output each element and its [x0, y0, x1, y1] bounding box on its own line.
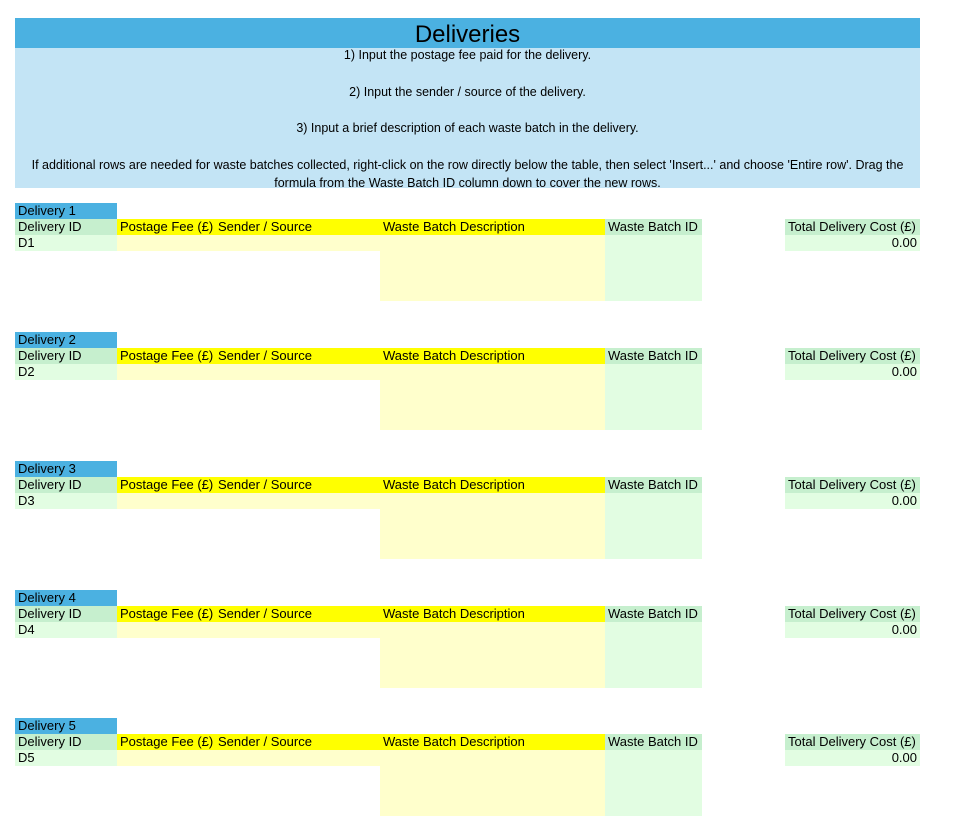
header-postage-fee: Postage Fee (£) — [117, 734, 215, 750]
header-sender: Sender / Source — [215, 734, 380, 750]
fee-sender-input[interactable] — [117, 750, 380, 766]
delivery-id-value: D3 — [15, 493, 117, 509]
delivery-table-4 — [15, 590, 920, 705]
header-sender: Sender / Source — [215, 219, 380, 235]
header-delivery-id: Delivery ID — [15, 219, 117, 235]
header-batch-id: Waste Batch ID — [605, 219, 702, 235]
delivery-title: Delivery 1 — [15, 203, 117, 219]
instruction-step-3: 3) Input a brief description of each waste batch in the delivery. — [296, 121, 639, 135]
header-delivery-id: Delivery ID — [15, 477, 117, 493]
header-description: Waste Batch Description — [380, 219, 605, 235]
page-title: Deliveries — [15, 18, 920, 48]
delivery-id-value: D1 — [15, 235, 117, 251]
header-sender: Sender / Source — [215, 606, 380, 622]
delivery-title: Delivery 4 — [15, 590, 117, 606]
fee-sender-input[interactable] — [117, 622, 380, 638]
total-cost-value: 0.00 — [785, 750, 920, 766]
description-input[interactable] — [380, 235, 605, 301]
header-batch-id: Waste Batch ID — [605, 477, 702, 493]
fee-sender-input[interactable] — [117, 235, 380, 251]
batch-id-cells — [605, 622, 702, 688]
delivery-table-3 — [15, 461, 920, 576]
header-delivery-id: Delivery ID — [15, 606, 117, 622]
batch-id-cells — [605, 235, 702, 301]
header-total-cost: Total Delivery Cost (£) — [785, 219, 920, 235]
delivery-title: Delivery 5 — [15, 718, 117, 734]
delivery-id-value: D4 — [15, 622, 117, 638]
total-cost-value: 0.00 — [785, 235, 920, 251]
header-description: Waste Batch Description — [380, 606, 605, 622]
header-postage-fee: Postage Fee (£) — [117, 606, 215, 622]
header-description: Waste Batch Description — [380, 734, 605, 750]
batch-id-cells — [605, 750, 702, 816]
header-batch-id: Waste Batch ID — [605, 606, 702, 622]
delivery-table-5 — [15, 718, 920, 833]
header-total-cost: Total Delivery Cost (£) — [785, 606, 920, 622]
description-input[interactable] — [380, 364, 605, 430]
delivery-id-value: D5 — [15, 750, 117, 766]
fee-sender-input[interactable] — [117, 493, 380, 509]
header-delivery-id: Delivery ID — [15, 734, 117, 750]
total-cost-value: 0.00 — [785, 493, 920, 509]
header-postage-fee: Postage Fee (£) — [117, 219, 215, 235]
instructions-panel — [15, 48, 920, 188]
header-description: Waste Batch Description — [380, 477, 605, 493]
delivery-title: Delivery 3 — [15, 461, 117, 477]
header-batch-id: Waste Batch ID — [605, 734, 702, 750]
header-postage-fee: Postage Fee (£) — [117, 348, 215, 364]
description-input[interactable] — [380, 493, 605, 559]
instruction-step-1: 1) Input the postage fee paid for the delivery. — [343, 48, 592, 62]
instruction-note: If additional rows are needed for waste batches collected, right-click on the row directly below the table, then select 'Insert...' and choose 'Entire row'. Drag the formula from the Waste Batch ID column down to cover the new rows. — [31, 158, 904, 190]
header-sender: Sender / Source — [215, 477, 380, 493]
batch-id-cells — [605, 493, 702, 559]
header-batch-id: Waste Batch ID — [605, 348, 702, 364]
fee-sender-input[interactable] — [117, 364, 380, 380]
header-delivery-id: Delivery ID — [15, 348, 117, 364]
header-sender: Sender / Source — [215, 348, 380, 364]
delivery-id-value: D2 — [15, 364, 117, 380]
header-total-cost: Total Delivery Cost (£) — [785, 477, 920, 493]
header-description: Waste Batch Description — [380, 348, 605, 364]
description-input[interactable] — [380, 750, 605, 816]
header-postage-fee: Postage Fee (£) — [117, 477, 215, 493]
total-cost-value: 0.00 — [785, 622, 920, 638]
description-input[interactable] — [380, 622, 605, 688]
instruction-step-2: 2) Input the sender / source of the delivery. — [349, 85, 586, 99]
batch-id-cells — [605, 364, 702, 430]
delivery-title: Delivery 2 — [15, 332, 117, 348]
header-total-cost: Total Delivery Cost (£) — [785, 734, 920, 750]
delivery-table-2 — [15, 332, 920, 447]
total-cost-value: 0.00 — [785, 364, 920, 380]
header-total-cost: Total Delivery Cost (£) — [785, 348, 920, 364]
delivery-table-1 — [15, 203, 920, 318]
